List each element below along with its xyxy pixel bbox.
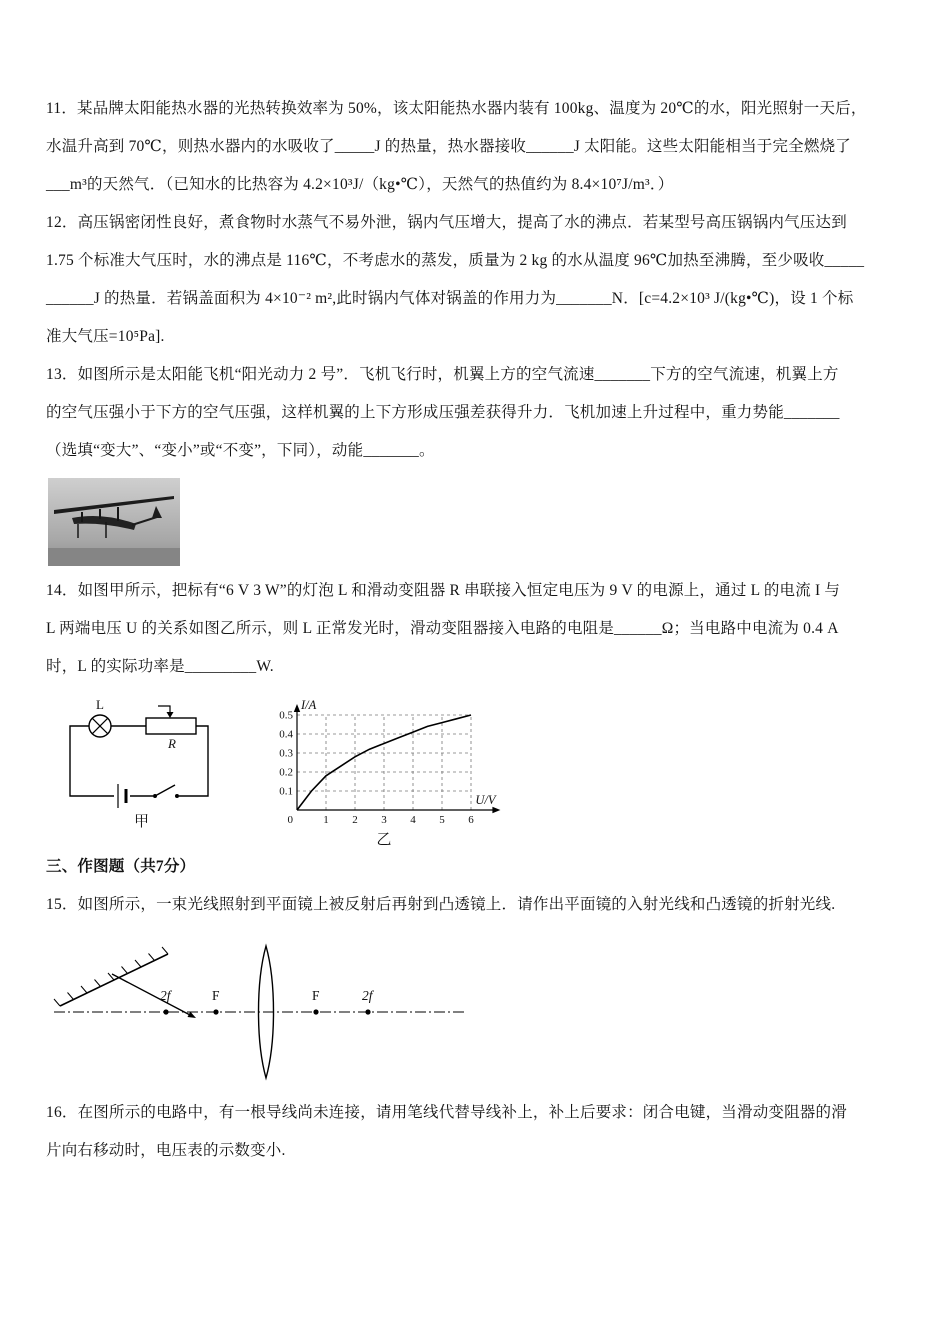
rheostat-symbol xyxy=(146,706,196,734)
battery-symbol xyxy=(118,784,126,808)
question-11 xyxy=(46,90,910,204)
plane-mirror xyxy=(54,947,168,1006)
iu-graph-wrap xyxy=(263,698,515,848)
svg-text:乙: 乙 xyxy=(376,832,392,848)
question-12-line-3: ______J 的热量．若锅盖面积为 4×10⁻² m²,此时锅内气体对锅盖的作用力为_______N．[c=4.2×10³ J/(kg•℃)，设 1 个标 xyxy=(46,290,854,307)
question-14 xyxy=(46,572,910,686)
circuit-caption: 甲 xyxy=(134,814,150,830)
svg-text:2: 2 xyxy=(352,814,358,826)
question-11-line-2: 水温升高到 70℃，则热水器内的水吸收了_____J 的热量，热水器接收______J 太阳能。这些太阳能相当于完全燃烧了 xyxy=(46,138,851,155)
question-13 xyxy=(46,356,910,470)
question-14-line-1: 14．如图甲所示，把标有“6 V 3 W”的灯泡 L 和滑动变阻器 R 串联接入恒定电压为 9 V 的电源上，通过 L 的电流 I 与 xyxy=(46,582,841,599)
svg-text:1: 1 xyxy=(323,814,329,826)
question-14-line-2: L 两端电压 U 的关系如图乙所示，则 L 正常发光时，滑动变阻器接入电路的电阻是______Ω；当电路中电流为 0.4 A xyxy=(46,620,839,637)
label-f-right: F xyxy=(312,988,320,1003)
svg-text:0.2: 0.2 xyxy=(279,766,293,779)
figure-15-optics xyxy=(46,934,910,1094)
rheostat-label: R xyxy=(168,736,176,751)
question-11-line-3: ___m³的天然气．（已知水的比热容为 4.2×10³J/（kg•℃），天然气的热值约为 8.4×10⁷J/m³．） xyxy=(46,176,674,193)
iu-characteristic-graph xyxy=(263,698,515,848)
label-f-left: F xyxy=(212,988,220,1003)
wire-left xyxy=(70,726,114,796)
section-heading: 三、作图题（共7分） xyxy=(46,858,196,875)
question-15 xyxy=(46,886,910,924)
wire-right xyxy=(179,726,208,796)
svg-text:5: 5 xyxy=(439,814,445,826)
point-2f-left xyxy=(163,1009,168,1014)
question-13-line-1: 13．如图所示是太阳能飞机“阳光动力 2 号”．飞机飞行时，机翼上方的空气流速_______下方的空气流速，机翼上方 xyxy=(46,366,839,383)
point-f-right xyxy=(313,1009,318,1014)
circuit-diagram-jia xyxy=(58,698,223,830)
question-12-line-4: 准大气压=10⁵Pa]. xyxy=(46,328,165,345)
question-16-line-2: 片向右移动时，电压表的示数变小. xyxy=(46,1142,286,1159)
point-2f-right xyxy=(365,1009,370,1014)
svg-text:U/V: U/V xyxy=(475,793,496,807)
question-16 xyxy=(46,1094,910,1170)
question-14-line-3: 时，L 的实际功率是_________W. xyxy=(46,658,274,675)
question-16-line-1: 16．在图所示的电路中，有一根导线尚未连接，请用笔线代替导线补上，补上后要求：闭合电键，当滑动变阻器的滑 xyxy=(46,1104,847,1121)
label-2f-right: 2f xyxy=(362,988,373,1003)
lamp-symbol xyxy=(89,715,111,737)
question-11-line-1: 11．某品牌太阳能热水器的光热转换效率为 50%，该太阳能热水器内装有 100kg、温度为 20℃的水，阳光照射一天后， xyxy=(46,100,867,117)
svg-text:0.4: 0.4 xyxy=(279,728,293,741)
question-12 xyxy=(46,204,910,356)
figure-14 xyxy=(58,698,910,848)
point-f-left xyxy=(213,1009,218,1014)
svg-text:I/A: I/A xyxy=(301,698,317,712)
reflected-ray xyxy=(112,974,196,1018)
svg-text:0.3: 0.3 xyxy=(279,747,293,760)
svg-text:0: 0 xyxy=(287,814,293,826)
question-13-line-2: 的空气压强小于下方的空气压强，这样机翼的上下方形成压强差获得升力．飞机加速上升过程中，重力势能_______ xyxy=(46,404,840,421)
svg-text:0.1: 0.1 xyxy=(279,785,293,798)
label-2f-left: 2f xyxy=(160,988,171,1003)
switch-symbol xyxy=(153,785,179,798)
svg-text:0.5: 0.5 xyxy=(279,709,293,722)
question-12-line-1: 12．高压锅密闭性良好，煮食物时水蒸气不易外泄，锅内气压增大，提高了水的沸点．若某型号高压锅锅内气压达到 xyxy=(46,214,847,231)
svg-text:6: 6 xyxy=(468,814,474,826)
svg-text:3: 3 xyxy=(381,814,387,826)
question-15-line-1: 15．如图所示，一束光线照射到平面镜上被反射后再射到凸透镜上．请作出平面镜的入射光线和凸透镜的折射光线. xyxy=(46,896,836,913)
question-13-line-3: （选填“变大”、“变小”或“不变”，下同），动能_______。 xyxy=(46,442,435,459)
question-12-line-2: 1.75 个标准大气压时，水的沸点是 116℃，不考虑水的蒸发，质量为 2 kg 的水从温度 96℃加热至沸腾，至少吸收_____ xyxy=(46,252,865,269)
solar-plane-photo xyxy=(48,478,180,566)
lamp-label: L xyxy=(96,698,104,712)
svg-text:4: 4 xyxy=(410,814,416,826)
